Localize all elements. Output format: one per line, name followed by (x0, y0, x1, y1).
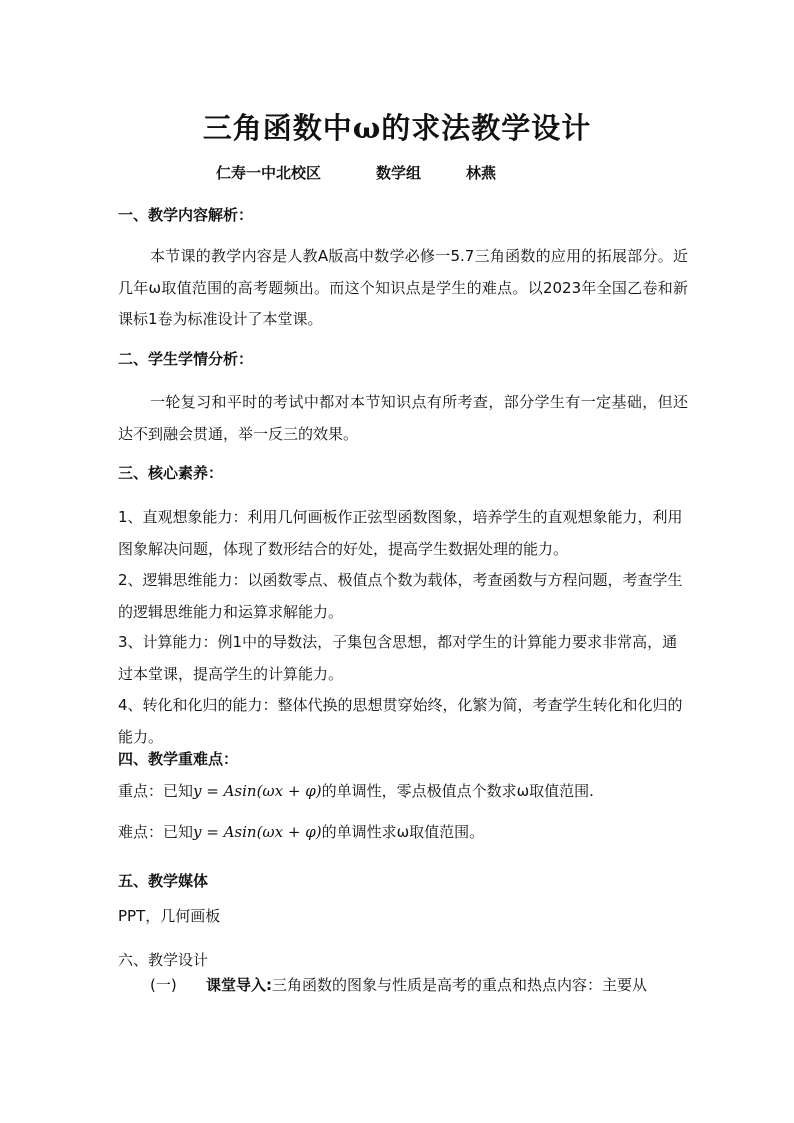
subsection-text: 三角函数的图象与性质是高考的重点和热点内容：主要从 (272, 976, 648, 994)
section-2-heading: 二、学生学情分析： (118, 350, 254, 368)
difficult-point-suffix: 的单调性求ω取值范围。 (321, 823, 485, 841)
section-4-key-point (118, 776, 688, 808)
section-3-item-1: 1、直观想象能力：利用几何画板作正弦型函数图象，培养学生的直观想象能力，利用图象解决问题，体现了数形结合的好处，提高学生数据处理的能力。 (118, 508, 683, 558)
section-4-heading: 四、教学重难点： (118, 750, 239, 768)
document-title: 三角函数中ω的求法教学设计 (202, 111, 592, 145)
section-3-item-3: 3、计算能力：例1中的导数法，子集包含思想，都对学生的计算能力要求非常高，通过本堂课，提高学生的计算能力。 (118, 633, 678, 683)
author-group: 数学组 (376, 164, 422, 182)
section-1-text: 本节课的教学内容是人教A版高中数学必修一5.7三角函数的应用的拓展部分。近几年ω取值范围的高考题频出。而这个知识点是学生的难点。以2023年全国乙卷和新课标1卷为标准设计了本堂课。 (118, 247, 688, 328)
section-1-heading: 一、教学内容解析： (118, 206, 254, 224)
section-5-heading: 五、教学媒体 (118, 872, 209, 890)
section-3-item-2: 2、逻辑思维能力：以函数零点、极值点个数为载体，考查函数与方程问题，考查学生的逻辑思维能力和运算求解能力。 (118, 571, 683, 621)
section-3-item-4: 4、转化和化归的能力：整体代换的思想贯穿始终，化繁为简，考查学生转化和化归的能力。 (118, 696, 683, 746)
section-3-heading: 三、核心素养： (118, 464, 224, 482)
key-point-formula: y = Asin(ωx + φ) (193, 782, 322, 800)
key-point-suffix: 的单调性，零点极值点个数求ω取值范围. (321, 782, 594, 800)
subsection-label: 课堂导入: (206, 976, 272, 994)
section-6-subsection (118, 970, 688, 1002)
key-point-prefix: 重点：已知 (118, 782, 194, 800)
difficult-point-formula: y = Asin(ωx + φ) (193, 823, 322, 841)
subsection-number: (一) (150, 976, 177, 994)
author-school: 仁寿一中北校区 (216, 164, 322, 182)
section-5-text: PPT，几何画板 (118, 907, 221, 925)
section-6-heading: 六、教学设计 (118, 951, 209, 969)
section-2-text: 一轮复习和平时的考试中都对本节知识点有所考查，部分学生有一定基础，但还达不到融会贯通，举一反三的效果。 (118, 393, 688, 443)
difficult-point-prefix: 难点：已知 (118, 823, 194, 841)
author-name: 林燕 (466, 164, 497, 182)
section-4-difficult-point (118, 817, 688, 849)
